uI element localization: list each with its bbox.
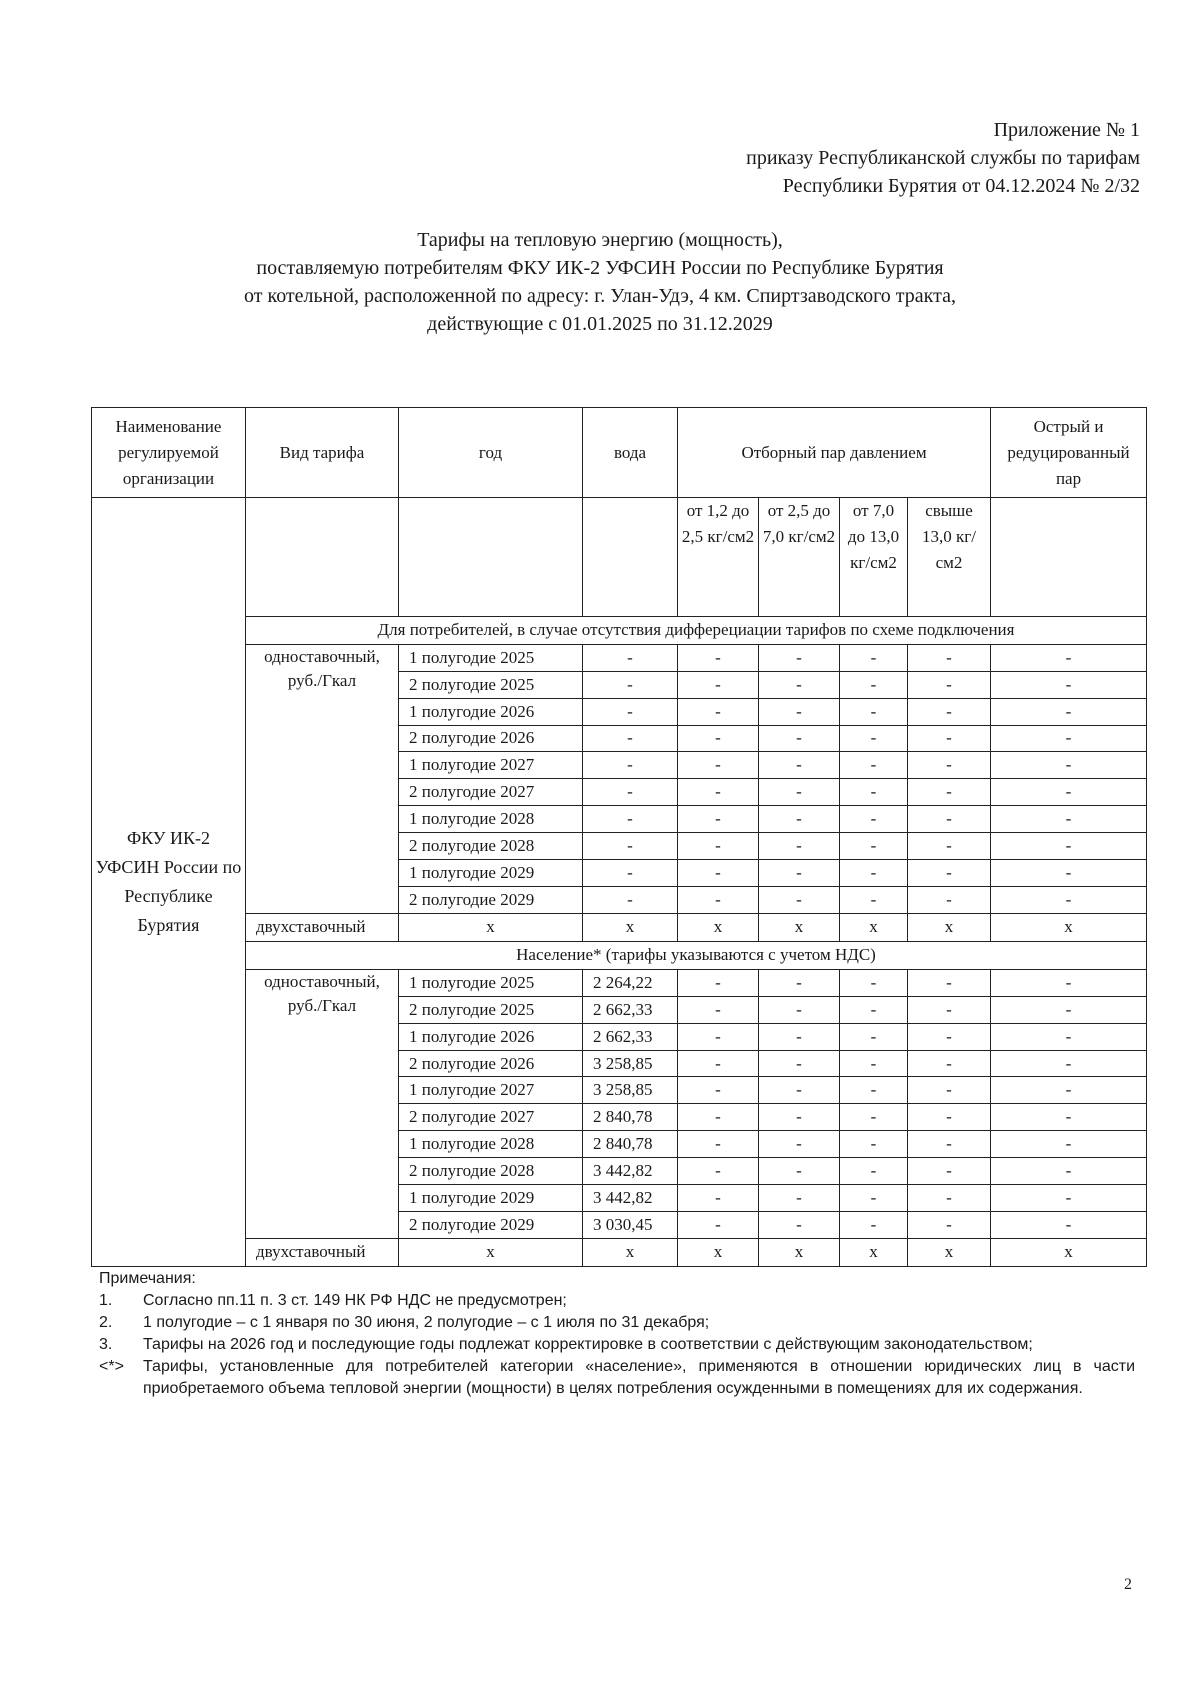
steam-tariff-cell: - [991, 996, 1147, 1023]
steam-tariff-cell: - [678, 1131, 759, 1158]
steam-tariff-cell: - [908, 1131, 991, 1158]
steam-tariff-cell: - [908, 886, 991, 913]
tariff-table [91, 407, 1147, 1267]
steam-tariff-cell: - [991, 1077, 1147, 1104]
org-name: ФКУ ИК-2 УФСИН России по Республике Бурятия [95, 828, 242, 936]
sub-pressure-1: от 1,2 до 2,5 кг/см2 [678, 498, 759, 616]
water-tariff-cell: - [583, 806, 678, 833]
water-tariff-cell: - [583, 779, 678, 806]
tariff-type-one-rate: одноставочный, руб./Гкал [246, 644, 399, 913]
steam-tariff-cell: - [840, 886, 908, 913]
steam-tariff-cell: - [991, 1211, 1147, 1238]
note-number: 1. [99, 1292, 113, 1309]
steam-tariff-cell: - [840, 1077, 908, 1104]
header-sharp-steam: Острый и редуцированный пар [991, 408, 1147, 498]
period-cell: 1 полугодие 2028 [399, 1131, 583, 1158]
steam-tariff-cell: - [759, 806, 840, 833]
steam-tariff-cell: - [759, 886, 840, 913]
steam-tariff-cell: - [840, 833, 908, 860]
header-tariff-type: Вид тарифа [246, 408, 399, 498]
two-rate-cell: х [991, 1238, 1147, 1266]
period-cell: 2 полугодие 2028 [399, 1158, 583, 1185]
tariff-type-two-rate: двухставочный [246, 1238, 399, 1266]
steam-tariff-cell: - [759, 1023, 840, 1050]
note-item [99, 1312, 1135, 1334]
org-name-cell [92, 498, 246, 1267]
period-cell: 2 полугодие 2029 [399, 1211, 583, 1238]
steam-tariff-cell: - [908, 1077, 991, 1104]
water-tariff-cell: 2 840,78 [583, 1131, 678, 1158]
period-cell: 2 полугодие 2026 [399, 1050, 583, 1077]
period-cell: 1 полугодие 2026 [399, 698, 583, 725]
tariff-type-two-rate: двухставочный [246, 913, 399, 941]
steam-tariff-cell: - [991, 886, 1147, 913]
water-tariff-cell: 3 030,45 [583, 1211, 678, 1238]
steam-tariff-cell: - [840, 1158, 908, 1185]
notes [99, 1268, 1135, 1400]
note-number: <*> [99, 1358, 124, 1375]
water-tariff-cell: - [583, 725, 678, 752]
water-tariff-cell: 3 258,85 [583, 1077, 678, 1104]
period-cell: 2 полугодие 2029 [399, 886, 583, 913]
water-tariff-cell: - [583, 860, 678, 887]
two-rate-cell: х [840, 913, 908, 941]
appendix-line-2: приказу Республиканской службы по тарифам [746, 147, 1140, 169]
steam-tariff-cell: - [840, 860, 908, 887]
steam-tariff-cell: - [678, 779, 759, 806]
water-tariff-cell: 2 662,33 [583, 996, 678, 1023]
water-tariff-cell: 2 264,22 [583, 969, 678, 996]
steam-tariff-cell: - [840, 698, 908, 725]
steam-tariff-cell: - [908, 806, 991, 833]
steam-tariff-cell: - [908, 671, 991, 698]
steam-tariff-cell: - [840, 1131, 908, 1158]
steam-tariff-cell: - [991, 644, 1147, 671]
water-tariff-cell: 3 442,82 [583, 1185, 678, 1212]
steam-tariff-cell: - [759, 969, 840, 996]
steam-tariff-cell: - [759, 725, 840, 752]
appendix-header [746, 116, 1140, 200]
header-steam: Отборный пар давлением [678, 408, 991, 498]
steam-tariff-cell: - [908, 1023, 991, 1050]
steam-tariff-cell: - [840, 1104, 908, 1131]
steam-tariff-cell: - [759, 671, 840, 698]
steam-tariff-cell: - [678, 1185, 759, 1212]
water-tariff-cell: - [583, 886, 678, 913]
two-rate-cell: х [759, 1238, 840, 1266]
steam-tariff-cell: - [759, 1131, 840, 1158]
steam-tariff-cell: - [991, 1050, 1147, 1077]
steam-tariff-cell: - [991, 1158, 1147, 1185]
steam-tariff-cell: - [991, 698, 1147, 725]
steam-tariff-cell: - [678, 752, 759, 779]
title-line-3: от котельной, расположенной по адресу: г. Улан-Удэ, 4 км. Спиртзаводского тракта, [244, 285, 956, 307]
steam-tariff-cell: - [991, 725, 1147, 752]
steam-tariff-cell: - [840, 779, 908, 806]
note-item [99, 1334, 1135, 1356]
title-line-1: Тарифы на тепловую энергию (мощность), [417, 229, 783, 251]
steam-tariff-cell: - [759, 833, 840, 860]
steam-tariff-cell: - [908, 1211, 991, 1238]
sub-pressure-3: от 7,0 до 13,0 кг/см2 [840, 498, 908, 616]
steam-tariff-cell: - [678, 996, 759, 1023]
two-rate-cell: х [583, 1238, 678, 1266]
steam-tariff-cell: - [991, 779, 1147, 806]
steam-tariff-cell: - [991, 752, 1147, 779]
period-cell: 1 полугодие 2026 [399, 1023, 583, 1050]
two-rate-cell: х [840, 1238, 908, 1266]
steam-tariff-cell: - [991, 969, 1147, 996]
steam-tariff-cell: - [759, 1185, 840, 1212]
header-year: год [399, 408, 583, 498]
steam-tariff-cell: - [759, 752, 840, 779]
steam-tariff-cell: - [840, 1023, 908, 1050]
water-tariff-cell: - [583, 671, 678, 698]
steam-tariff-cell: - [759, 1211, 840, 1238]
two-rate-cell: х [678, 1238, 759, 1266]
water-tariff-cell: 3 442,82 [583, 1158, 678, 1185]
steam-tariff-cell: - [840, 806, 908, 833]
steam-tariff-cell: - [678, 1211, 759, 1238]
note-text: Тарифы, установленные для потребителей категории «население», применяются в отношении юридических лиц в части приобретаемого объема тепловой энергии (мощности) в целях потребления осужденными в помещениях для их содержания. [143, 1358, 1135, 1397]
note-text: Согласно пп.11 п. 3 ст. 149 НК РФ НДС не предусмотрен; [143, 1292, 567, 1309]
sub-empty-4 [991, 498, 1147, 616]
steam-tariff-cell: - [908, 969, 991, 996]
water-tariff-cell: - [583, 644, 678, 671]
section-population: Население* (тарифы указываются с учетом НДС) [246, 941, 1147, 969]
steam-tariff-cell: - [759, 1104, 840, 1131]
period-cell: 1 полугодие 2025 [399, 644, 583, 671]
steam-tariff-cell: - [840, 1185, 908, 1212]
steam-tariff-cell: - [908, 644, 991, 671]
steam-tariff-cell: - [908, 1158, 991, 1185]
period-cell: 2 полугодие 2027 [399, 779, 583, 806]
two-rate-cell: х [908, 1238, 991, 1266]
steam-tariff-cell: - [678, 698, 759, 725]
steam-tariff-cell: - [759, 698, 840, 725]
tariff-type-one-rate: одноставочный, руб./Гкал [246, 969, 399, 1238]
steam-tariff-cell: - [678, 1077, 759, 1104]
title-line-2: поставляемую потребителям ФКУ ИК-2 УФСИН России по Республике Бурятия [256, 257, 944, 279]
steam-tariff-cell: - [840, 1211, 908, 1238]
steam-tariff-cell: - [759, 1158, 840, 1185]
steam-tariff-cell: - [908, 1104, 991, 1131]
section-general-consumers: Для потребителей, в случае отсутствия дифферециации тарифов по схеме подключения [246, 616, 1147, 644]
header-water: вода [583, 408, 678, 498]
page-number: 2 [1124, 1576, 1132, 1593]
steam-tariff-cell: - [678, 1104, 759, 1131]
sub-pressure-2: от 2,5 до 7,0 кг/см2 [759, 498, 840, 616]
steam-tariff-cell: - [759, 1077, 840, 1104]
period-cell: 1 полугодие 2029 [399, 860, 583, 887]
steam-tariff-cell: - [678, 671, 759, 698]
steam-tariff-cell: - [991, 1131, 1147, 1158]
notes-heading: Примечания: [99, 1270, 196, 1287]
steam-tariff-cell: - [678, 725, 759, 752]
two-rate-cell: х [399, 1238, 583, 1266]
water-tariff-cell: 3 258,85 [583, 1050, 678, 1077]
steam-tariff-cell: - [678, 644, 759, 671]
steam-tariff-cell: - [991, 860, 1147, 887]
period-cell: 1 полугодие 2025 [399, 969, 583, 996]
steam-tariff-cell: - [759, 779, 840, 806]
steam-tariff-cell: - [840, 644, 908, 671]
steam-tariff-cell: - [991, 1104, 1147, 1131]
sub-pressure-4: свыше 13,0 кг/см2 [908, 498, 991, 616]
title-line-4: действующие с 01.01.2025 по 31.12.2029 [427, 313, 773, 335]
note-text: 1 полугодие – с 1 января по 30 июня, 2 полугодие – с 1 июля по 31 декабря; [143, 1314, 710, 1331]
period-cell: 2 полугодие 2025 [399, 996, 583, 1023]
two-rate-cell: х [759, 913, 840, 941]
steam-tariff-cell: - [908, 996, 991, 1023]
water-tariff-cell: - [583, 752, 678, 779]
appendix-line-1: Приложение № 1 [993, 119, 1140, 141]
note-text: Тарифы на 2026 год и последующие годы подлежат корректировке в соответствии с действующим законодательством; [143, 1336, 1033, 1353]
two-rate-cell: х [991, 913, 1147, 941]
steam-tariff-cell: - [908, 833, 991, 860]
steam-tariff-cell: - [678, 969, 759, 996]
steam-tariff-cell: - [991, 833, 1147, 860]
steam-tariff-cell: - [908, 698, 991, 725]
steam-tariff-cell: - [908, 752, 991, 779]
document-title [0, 226, 1200, 338]
steam-tariff-cell: - [840, 1050, 908, 1077]
period-cell: 1 полугодие 2028 [399, 806, 583, 833]
steam-tariff-cell: - [991, 1185, 1147, 1212]
steam-tariff-cell: - [678, 886, 759, 913]
period-cell: 2 полугодие 2028 [399, 833, 583, 860]
period-cell: 1 полугодие 2027 [399, 752, 583, 779]
water-tariff-cell: 2 662,33 [583, 1023, 678, 1050]
steam-tariff-cell: - [678, 1023, 759, 1050]
steam-tariff-cell: - [908, 779, 991, 806]
two-rate-cell: х [678, 913, 759, 941]
steam-tariff-cell: - [678, 806, 759, 833]
steam-tariff-cell: - [759, 644, 840, 671]
note-item [99, 1290, 1135, 1312]
water-tariff-cell: - [583, 833, 678, 860]
two-rate-cell: х [583, 913, 678, 941]
sub-empty-1 [246, 498, 399, 616]
steam-tariff-cell: - [908, 1185, 991, 1212]
header-org: Наименование регулируемой организации [92, 408, 246, 498]
steam-tariff-cell: - [678, 1158, 759, 1185]
period-cell: 2 полугодие 2027 [399, 1104, 583, 1131]
steam-tariff-cell: - [991, 806, 1147, 833]
period-cell: 2 полугодие 2025 [399, 671, 583, 698]
steam-tariff-cell: - [759, 860, 840, 887]
steam-tariff-cell: - [840, 996, 908, 1023]
steam-tariff-cell: - [908, 725, 991, 752]
steam-tariff-cell: - [991, 671, 1147, 698]
steam-tariff-cell: - [840, 752, 908, 779]
sub-empty-3 [583, 498, 678, 616]
note-item [99, 1356, 1135, 1400]
steam-tariff-cell: - [840, 725, 908, 752]
steam-tariff-cell: - [678, 1050, 759, 1077]
steam-tariff-cell: - [908, 860, 991, 887]
period-cell: 1 полугодие 2027 [399, 1077, 583, 1104]
steam-tariff-cell: - [759, 996, 840, 1023]
steam-tariff-cell: - [840, 969, 908, 996]
appendix-line-3: Республики Бурятия от 04.12.2024 № 2/32 [782, 175, 1140, 197]
sub-empty-2 [399, 498, 583, 616]
two-rate-cell: х [399, 913, 583, 941]
note-number: 3. [99, 1336, 113, 1353]
steam-tariff-cell: - [840, 671, 908, 698]
steam-tariff-cell: - [991, 1023, 1147, 1050]
steam-tariff-cell: - [908, 1050, 991, 1077]
note-number: 2. [99, 1314, 113, 1331]
water-tariff-cell: 2 840,78 [583, 1104, 678, 1131]
two-rate-cell: х [908, 913, 991, 941]
period-cell: 1 полугодие 2029 [399, 1185, 583, 1212]
period-cell: 2 полугодие 2026 [399, 725, 583, 752]
steam-tariff-cell: - [678, 860, 759, 887]
water-tariff-cell: - [583, 698, 678, 725]
steam-tariff-cell: - [678, 833, 759, 860]
steam-tariff-cell: - [759, 1050, 840, 1077]
